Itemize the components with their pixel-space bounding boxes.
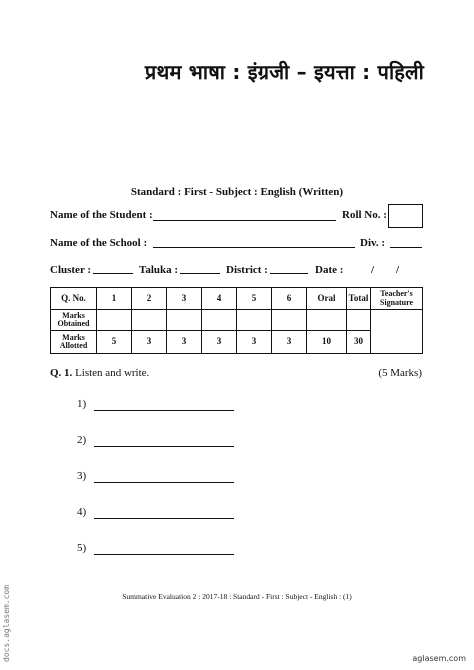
marks-table <box>50 287 423 354</box>
marks-obtained-row <box>51 310 423 331</box>
table-header-row <box>51 288 423 310</box>
col-header-4: 4 <box>202 288 237 310</box>
answer-line-4[interactable] <box>94 518 234 519</box>
obtained-cell-3[interactable] <box>167 310 202 331</box>
question-marks: (5 Marks) <box>378 367 422 379</box>
answer-number-4: 4) <box>77 506 87 518</box>
obtained-cell-4[interactable] <box>202 310 237 331</box>
school-name-label: Name of the School : <box>50 237 148 249</box>
cluster-label: Cluster : <box>50 264 92 276</box>
marks-obtained-label: Marks Obtained <box>51 310 97 331</box>
allotted-cell-oral: 10 <box>307 331 347 354</box>
allotted-cell-2: 3 <box>132 331 167 354</box>
roll-no-box[interactable] <box>388 204 423 228</box>
date-label: Date : <box>315 264 344 276</box>
cluster-line[interactable] <box>93 273 133 274</box>
allotted-cell-1: 5 <box>97 331 132 354</box>
allotted-cell-total: 30 <box>347 331 371 354</box>
obtained-cell-1[interactable] <box>97 310 132 331</box>
page-title: प्रथम भाषा : इंग्रजी – इयत्ता : पहिली <box>144 60 424 84</box>
col-header-2: 2 <box>132 288 167 310</box>
answer-number-5: 5) <box>77 542 87 554</box>
answer-line-2[interactable] <box>94 446 234 447</box>
exam-subtitle: Standard : First - Subject : English (Written) <box>130 186 344 198</box>
answer-line-1[interactable] <box>94 410 234 411</box>
district-label: District : <box>226 264 268 276</box>
answer-line-5[interactable] <box>94 554 234 555</box>
col-header-3: 3 <box>167 288 202 310</box>
obtained-cell-6[interactable] <box>272 310 307 331</box>
col-header-oral: Oral <box>307 288 347 310</box>
question-text: Listen and write. <box>75 367 150 379</box>
taluka-line[interactable] <box>180 273 220 274</box>
roll-no-label: Roll No. : <box>342 209 387 221</box>
question-number: Q. 1. <box>50 367 73 379</box>
brand-watermark: aglasem.com <box>412 654 466 663</box>
col-header-5: 5 <box>237 288 272 310</box>
col-header-1: 1 <box>97 288 132 310</box>
col-header-total: Total <box>347 288 371 310</box>
school-name-line[interactable] <box>153 247 355 248</box>
teacher-signature-header: Teacher's Signature <box>371 288 423 310</box>
page-footer: Summative Evaluation 2 : 2017-18 : Standard - First : Subject - English : (1) <box>122 592 352 601</box>
answer-line-3[interactable] <box>94 482 234 483</box>
taluka-label: Taluka : <box>139 264 179 276</box>
obtained-cell-total[interactable] <box>347 310 371 331</box>
answer-number-2: 2) <box>77 434 87 446</box>
allotted-cell-5: 3 <box>237 331 272 354</box>
allotted-cell-3: 3 <box>167 331 202 354</box>
qno-header: Q. No. <box>51 288 97 310</box>
district-line[interactable] <box>270 273 308 274</box>
marks-allotted-row <box>51 331 423 354</box>
student-name-line[interactable] <box>153 220 336 221</box>
date-separator-2: / <box>396 264 400 276</box>
obtained-cell-5[interactable] <box>237 310 272 331</box>
allotted-cell-4: 3 <box>202 331 237 354</box>
student-name-label: Name of the Student : <box>50 209 153 221</box>
answer-number-3: 3) <box>77 470 87 482</box>
answer-number-1: 1) <box>77 398 87 410</box>
col-header-6: 6 <box>272 288 307 310</box>
side-watermark: docs.aglasem.com <box>2 584 11 662</box>
teacher-signature-cell[interactable] <box>371 310 423 354</box>
obtained-cell-2[interactable] <box>132 310 167 331</box>
date-separator-1: / <box>371 264 375 276</box>
obtained-cell-oral[interactable] <box>307 310 347 331</box>
div-line[interactable] <box>390 247 422 248</box>
marks-allotted-label: Marks Allotted <box>51 331 97 354</box>
allotted-cell-6: 3 <box>272 331 307 354</box>
div-label: Div. : <box>360 237 386 249</box>
